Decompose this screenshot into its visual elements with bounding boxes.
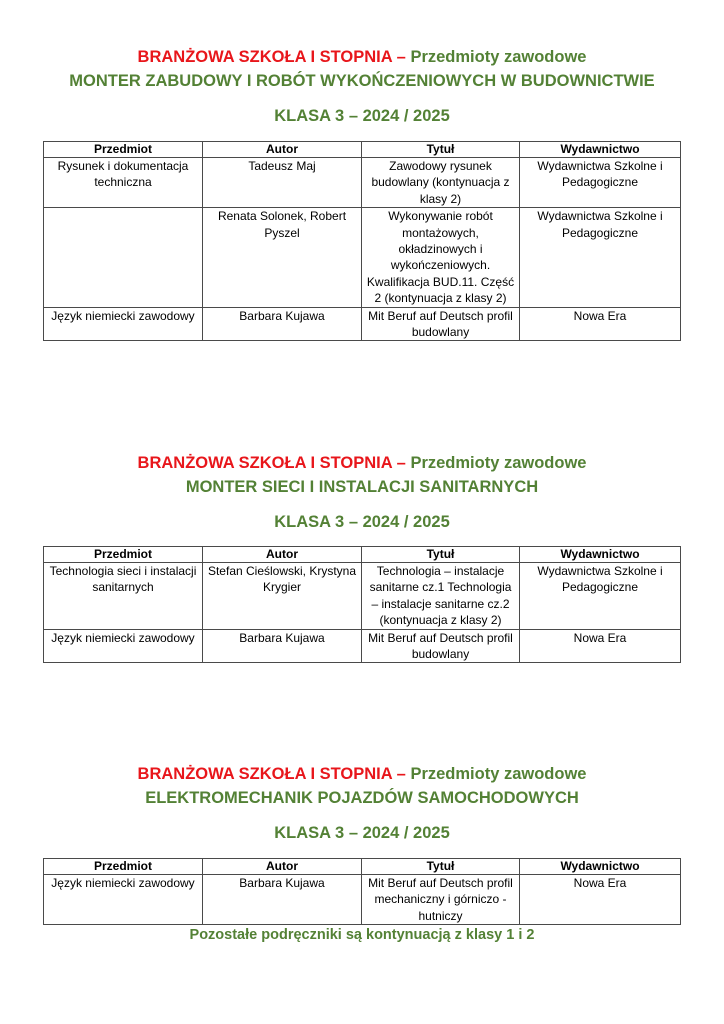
cell-title: Mit Beruf auf Deutsch profil mechaniczny i górniczo - hutniczy — [362, 875, 520, 925]
cell-subject: Język niemiecki zawodowy — [44, 629, 203, 663]
footer-note: Pozostałe podręczniki są kontynuacją z klasy 1 i 2 — [189, 927, 535, 943]
cell-publisher: Nowa Era — [520, 875, 681, 925]
col-header-przedmiot: Przedmiot — [44, 547, 203, 563]
textbook-table-1 — [43, 141, 681, 341]
school-name: BRANŻOWA SZKOŁA I STOPNIA — [137, 454, 393, 472]
cell-title: Mit Beruf auf Deutsch profil budowlany — [362, 307, 520, 341]
cell-subject — [44, 208, 203, 307]
cell-subject: Technologia sieci i instalacji sanitarnych — [44, 563, 203, 630]
cell-author: Stefan Cieślowski, Krystyna Krygier — [203, 563, 362, 630]
cell-author: Barbara Kujawa — [203, 875, 362, 925]
school-name: BRANŻOWA SZKOŁA I STOPNIA — [137, 765, 393, 783]
profession-name: MONTER SIECI I INSTALACJI SANITARNYCH — [185, 478, 539, 496]
col-header-wydawnictwo: Wydawnictwo — [520, 142, 681, 158]
class-year: KLASA 3 – 2024 / 2025 — [274, 513, 450, 531]
cell-title: Zawodowy rysunek budowlany (kontynuacja z klasy 2) — [362, 158, 520, 208]
col-header-wydawnictwo: Wydawnictwo — [520, 859, 681, 875]
cell-author: Renata Solonek, Robert Pyszel — [203, 208, 362, 307]
table-row — [44, 875, 681, 925]
table-row — [44, 307, 681, 341]
cell-subject: Rysunek i dokumentacja techniczna — [44, 158, 203, 208]
section-title: BRANŻOWA SZKOŁA I STOPNIA – Przedmioty zawodowe — [137, 48, 587, 66]
table-header-row — [44, 547, 681, 563]
textbook-table-3 — [43, 858, 681, 925]
section-2-header — [0, 451, 724, 532]
cell-publisher: Wydawnictwa Szkolne i Pedagogiczne — [520, 563, 681, 630]
cell-title: Technologia – instalacje sanitarne cz.1 Technologia – instalacje sanitarne cz.2 (kontynuacja z klasy 2) — [362, 563, 520, 630]
class-year: KLASA 3 – 2024 / 2025 — [274, 107, 450, 125]
textbook-table-2 — [43, 546, 681, 663]
section-1-header — [0, 45, 724, 126]
cell-title: Mit Beruf auf Deutsch profil budowlany — [362, 629, 520, 663]
subjects-type: Przedmioty zawodowe — [410, 48, 587, 66]
cell-subject: Język niemiecki zawodowy — [44, 875, 203, 925]
school-name: BRANŻOWA SZKOŁA I STOPNIA — [137, 48, 393, 66]
table-row — [44, 629, 681, 663]
col-header-wydawnictwo: Wydawnictwo — [520, 547, 681, 563]
table-header-row — [44, 142, 681, 158]
cell-publisher: Nowa Era — [520, 629, 681, 663]
class-year: KLASA 3 – 2024 / 2025 — [274, 824, 450, 842]
col-header-tytul: Tytuł — [362, 547, 520, 563]
cell-publisher: Nowa Era — [520, 307, 681, 341]
col-header-przedmiot: Przedmiot — [44, 142, 203, 158]
col-header-autor: Autor — [203, 547, 362, 563]
cell-title: Wykonywanie robót montażowych, okładzinowych i wykończeniowych. Kwalifikacja BUD.11. Część 2 (kontynuacja z klasy 2) — [362, 208, 520, 307]
table-row — [44, 208, 681, 307]
subjects-type: Przedmioty zawodowe — [410, 765, 587, 783]
profession-name: ELEKTROMECHANIK POJAZDÓW SAMOCHODOWYCH — [145, 789, 579, 807]
col-header-przedmiot: Przedmiot — [44, 859, 203, 875]
cell-author: Barbara Kujawa — [203, 307, 362, 341]
section-title: BRANŻOWA SZKOŁA I STOPNIA – Przedmioty zawodowe — [137, 765, 587, 783]
col-header-tytul: Tytuł — [362, 142, 520, 158]
col-header-autor: Autor — [203, 142, 362, 158]
col-header-autor: Autor — [203, 859, 362, 875]
section-title: BRANŻOWA SZKOŁA I STOPNIA – Przedmioty zawodowe — [137, 454, 587, 472]
cell-publisher: Wydawnictwa Szkolne i Pedagogiczne — [520, 158, 681, 208]
cell-publisher: Wydawnictwa Szkolne i Pedagogiczne — [520, 208, 681, 307]
profession-name: MONTER ZABUDOWY I ROBÓT WYKOŃCZENIOWYCH W BUDOWNICTWIE — [69, 72, 655, 90]
section-3-header — [0, 762, 724, 843]
subjects-type: Przedmioty zawodowe — [410, 454, 587, 472]
cell-author: Tadeusz Maj — [203, 158, 362, 208]
cell-subject: Język niemiecki zawodowy — [44, 307, 203, 341]
cell-author: Barbara Kujawa — [203, 629, 362, 663]
table-row — [44, 563, 681, 630]
table-row — [44, 158, 681, 208]
table-header-row — [44, 859, 681, 875]
col-header-tytul: Tytuł — [362, 859, 520, 875]
